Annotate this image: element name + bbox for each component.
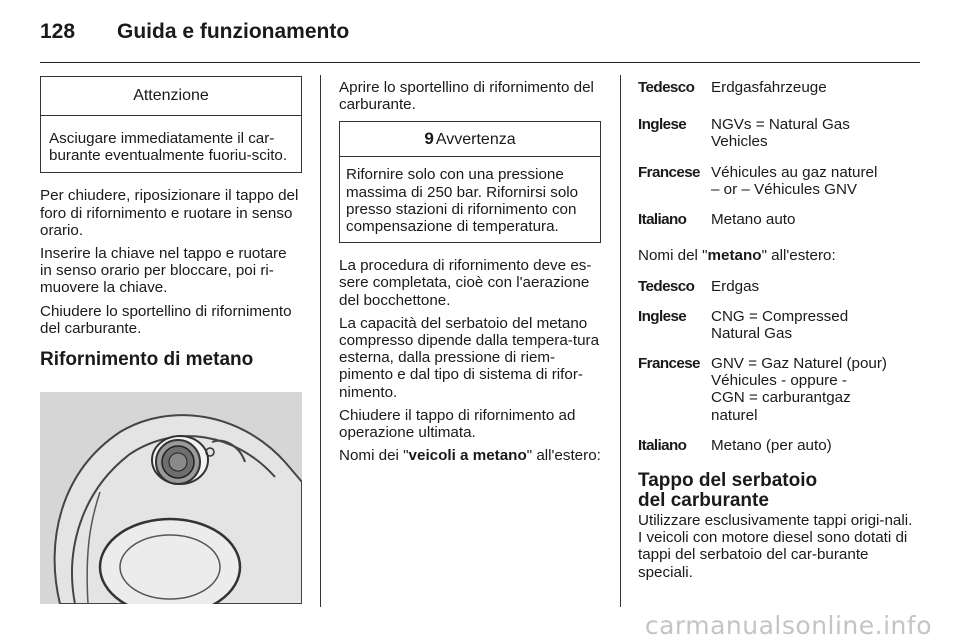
definition-row: Tedesco Erdgasfahrzeuge [638,79,827,96]
paragraph: Chiudere lo sportellino di rifornimento del carburante. [40,302,292,337]
paragraph: Chiudere il tappo di rifornimento ad operazione ultimata. [339,406,576,442]
definition-row: Inglese CNG = Compressed Natural Gas [638,307,849,342]
column-divider-2 [620,75,621,607]
column-1 [40,76,302,371]
warning-box-header [340,122,600,157]
definition-row: Inglese NGVs = Natural Gas Vehicles [638,116,850,151]
paragraph: Aprire lo sportellino di rifornimento del carburante. [339,79,594,114]
names-intro: Nomi dei "veicoli a metano" all'estero: [339,447,601,465]
column-3 [638,79,920,587]
warning-box-text: Rifornire solo con una pressione massima di 250 bar. Rifornirsi solo presso stazioni di rifornimento con compensazione di temperatura. [346,166,579,236]
section-heading: Rifornimento di metano [40,349,254,371]
page-number: 128 [40,20,76,43]
definition-row: Italiano Metano (per auto) [638,436,832,454]
names-intro: Nomi del "metano" all'estero: [638,247,836,265]
header-divider [40,62,920,63]
page-title: Guida e funzionamento [117,20,350,43]
paragraph: Utilizzare esclusivamente tappi origi-nali. I veicoli con motore diesel sono dotati di tappi del serbatoio del car-burante speciali. [638,512,913,581]
warning-icon: 9 [424,129,434,149]
watermark: carmanualsonline.info [644,611,932,640]
fuel-filler-illustration [40,392,302,604]
column-2 [339,79,601,470]
section-heading: Tappo del serbatoio del carburante [638,470,818,512]
fuel-cap-drawing [40,392,302,604]
warning-box-title: Avvertenza [435,131,516,149]
definition-row: Italiano Metano auto [638,211,796,229]
attention-box-text: Asciugare immediatamente il car-burante eventualmente fuoriu-scito. [49,130,288,165]
attention-box [40,76,302,173]
definition-row: Francese GNV = Gaz Naturel (pour) Véhicules - oppure - CGN = carburantgaz naturel [638,355,887,424]
column-divider-1 [320,75,321,607]
paragraph: La capacità del serbatoio del metano compresso dipende dalla tempera-tura esterna, dalla pressione di riem-pimento e dal tipo di sistema di rifor-nimento. [339,314,600,401]
warning-box [339,121,601,243]
paragraph: Inserire la chiave nel tappo e ruotare in senso orario per bloccare, poi ri-muovere la chiave. [40,245,287,297]
definition-row: Tedesco Erdgas [638,278,760,296]
paragraph: La procedura di rifornimento deve es-sere completata, cioè con l'aerazione del bocchettone. [339,257,592,309]
attention-box-title: Attenzione [41,77,301,116]
definition-row: Francese Véhicules au gaz naturel – or – Véhicules GNV [638,163,878,198]
paragraph: Per chiudere, riposizionare il tappo del foro di rifornimento e ruotare in senso orario. [40,187,299,239]
